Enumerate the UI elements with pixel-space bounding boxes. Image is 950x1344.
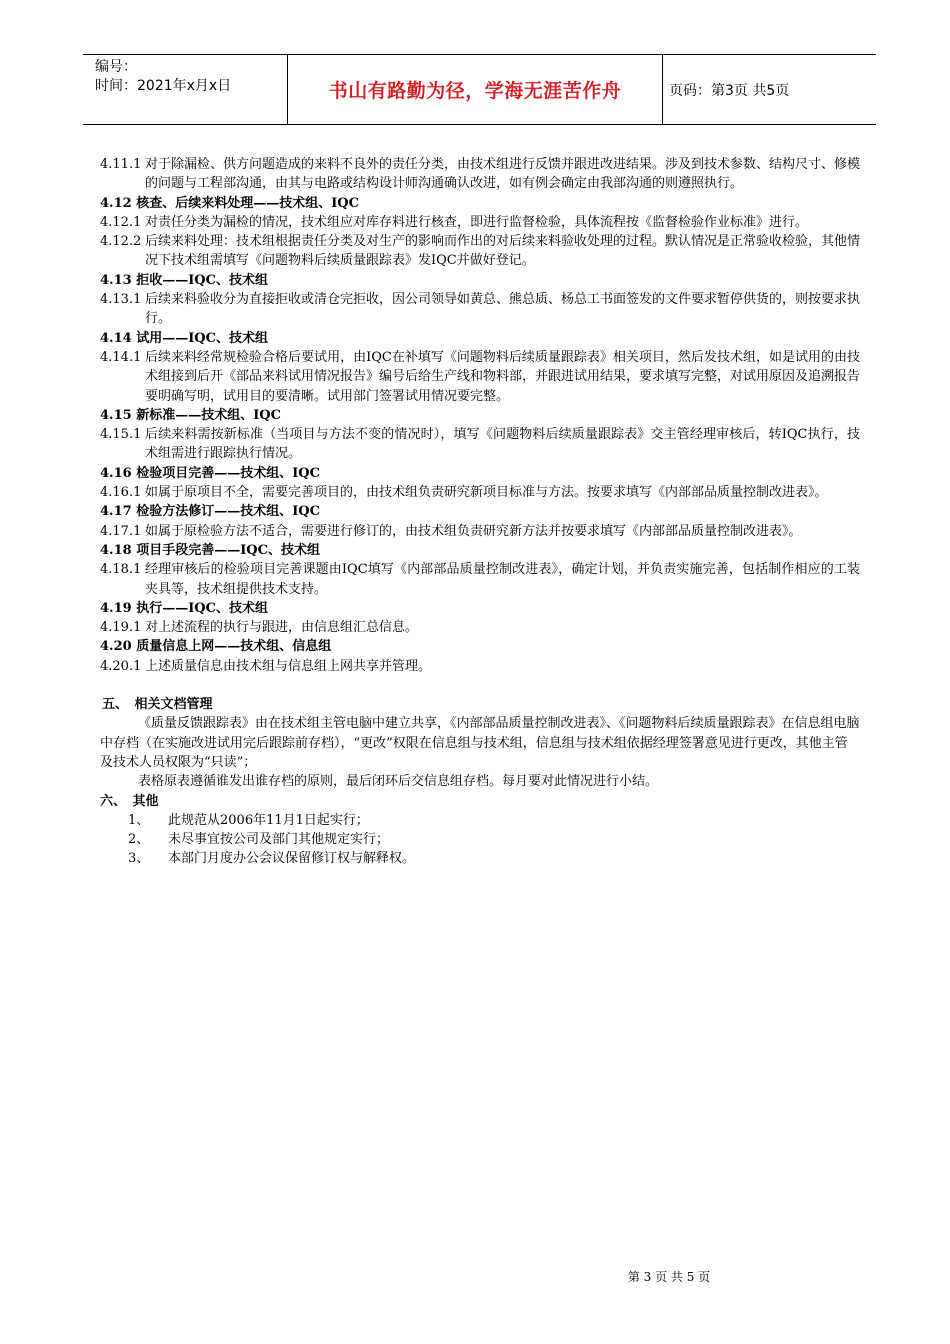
clause-item (100, 232, 860, 271)
list-item (100, 811, 860, 830)
section-heading: 4.17 检验方法修订——技术组、IQC (100, 504, 320, 520)
section-heading: 4.18 项目手段完善——IQC、技术组 (100, 542, 320, 558)
clause-item (100, 618, 860, 637)
clause-number: 4.11.1 (100, 157, 142, 172)
list-item-text: 此规范从2006年11月1日起实行； (168, 812, 369, 828)
header-motto: 书山有路勤为径，学海无涯苦作舟 (287, 55, 663, 124)
clause-item (100, 348, 860, 406)
clause-number: 4.14.1 (100, 349, 142, 365)
section-heading: 4.16 检验项目完善——技术组、IQC (100, 465, 320, 481)
clause-text: 如属于原项目不全，需要完善项目的，由技术组负责研究新项目标准与方法。按要求填写《内部部品质量控制改进表》。 (145, 485, 828, 501)
list-item-text: 未尽事宜按公司及部门其他规定实行； (168, 832, 390, 848)
document-number-label: 编号： (95, 59, 137, 75)
clause-number: 4.12.2 (100, 234, 142, 250)
clause-number: 4.18.1 (100, 562, 142, 578)
clause-item (100, 657, 860, 676)
section-5-paragraph-2: 表格原表遵循谁发出谁存档的原则，最后闭环后交信息组存档。每月要对此情况进行小结。 (138, 774, 659, 790)
clause-text: 后续来料需按新标准（当项目与方法不变的情况时），填写《问题物料后续质量跟踪表》交主管经理审核后，转IQC执行，技术组需进行跟踪执行情况。 (145, 427, 860, 462)
clause-item (100, 560, 860, 599)
clause-item (100, 425, 860, 464)
clause-number: 4.13.1 (100, 292, 142, 308)
header-page-number: 页码：第3页 共5页 (669, 82, 790, 99)
section-5-title: 五、 相关文档管理 (102, 697, 213, 713)
procedure-sections (100, 155, 860, 676)
header-meta (83, 55, 287, 124)
clause-number: 4.16.1 (100, 485, 142, 501)
clause-item (100, 213, 860, 232)
list-item-number: 3、 (128, 851, 150, 867)
clause-text: 对于除漏检、供方问题造成的来料不良外的责任分类，由技术组进行反馈并跟进改进结果。涉及到技术参数、结构尺寸、修模的问题与工程部沟通，由其与电路或结构设计师沟通确认改进，如有例会确定由我部沟通的则遵照执行。 (145, 157, 861, 192)
section-heading: 4.20 质量信息上网——技术组、信息组 (100, 639, 332, 655)
section-5-paragraph-1: 《质量反馈跟踪表》由在技术组主管电脑中建立共享，《内部部品质量控制改进表》、《问题物料后续质量跟踪表》在信息组电脑中存档（在实施改进试用完后跟踪前存档），“更改”权限在信息组与技术组，信息组与技术组依据经理签署意见进行更改，其他主管及技术人员权限为“只读”； (100, 716, 860, 770)
clause-text: 对责任分类为漏检的情况，技术组应对库存料进行核查，即进行监督检验，具体流程按《监督检验作业标准》进行。 (145, 214, 809, 230)
section-6-list (100, 811, 860, 869)
clause-item (100, 290, 860, 329)
section-heading: 4.19 执行——IQC、技术组 (100, 600, 268, 616)
clause-number: 4.15.1 (100, 427, 142, 443)
section-6-title: 六、 其他 (100, 793, 159, 809)
list-item-number: 2、 (128, 832, 150, 848)
list-item-text: 本部门月度办公会议保留修订权与解释权。 (168, 851, 416, 867)
section-heading: 4.12 核查、后续来料处理——技术组、IQC (100, 195, 359, 211)
document-body (100, 155, 860, 869)
list-item-number: 1、 (128, 812, 150, 828)
list-item (100, 849, 860, 868)
clause-number: 4.19.1 (100, 620, 142, 636)
list-item (100, 830, 860, 849)
clause-text: 后续来料处理：技术组根据责任分类及对生产的影响而作出的对后续来料验收处理的过程。默认情况是正常验收检验，其他情况下技术组需填写《问题物料后续质量跟踪表》发IQC并做好登记。 (145, 234, 861, 269)
clause-text: 如属于原检验方法不适合，需要进行修订的，由技术组负责研究新方法并按要求填写《内部部品质量控制改进表》。 (145, 523, 802, 539)
clause-item (100, 155, 860, 194)
clause-text: 上述质量信息由技术组与信息组上网共享并管理。 (145, 658, 432, 674)
section-heading: 4.15 新标准——技术组、IQC (100, 407, 281, 423)
clause-number: 4.17.1 (100, 523, 142, 539)
clause-item (100, 483, 860, 502)
document-date: 时间：2021年x月x日 (95, 78, 232, 94)
page-footer: 第 3 页 共 5 页 (627, 1270, 711, 1284)
clause-text: 对上述流程的执行与跟进，由信息组汇总信息。 (145, 620, 419, 636)
clause-number: 4.20.1 (100, 658, 142, 674)
section-heading: 4.13 拒收——IQC、技术组 (100, 272, 268, 288)
page-header (83, 54, 876, 125)
clause-item (100, 522, 860, 541)
clause-text: 后续来料经常规检验合格后要试用，由IQC在补填写《问题物料后续质量跟踪表》相关项目，然后发技术组，如是试用的由技术组接到后开《部品来料试用情况报告》编号后给生产线和物料部，并跟进试用结果，要求填写完整，对试用原因及追溯报告要明确写明，试用目的要清晰。试用部门签署试用情况要完整。 (145, 349, 861, 404)
section-heading: 4.14 试用——IQC、技术组 (100, 330, 268, 346)
clause-text: 经理审核后的检验项目完善课题由IQC填写《内部部品质量控制改进表》，确定计划，并负责实施完善，包括制作相应的工装夹具等，技术组提供技术支持。 (145, 562, 860, 597)
clause-number: 4.12.1 (100, 214, 142, 230)
clause-text: 后续来料验收分为直接拒收或清仓完拒收，因公司领导如黄总、熊总质、杨总工书面签发的文件要求暂停供货的，则按要求执行。 (145, 292, 861, 327)
